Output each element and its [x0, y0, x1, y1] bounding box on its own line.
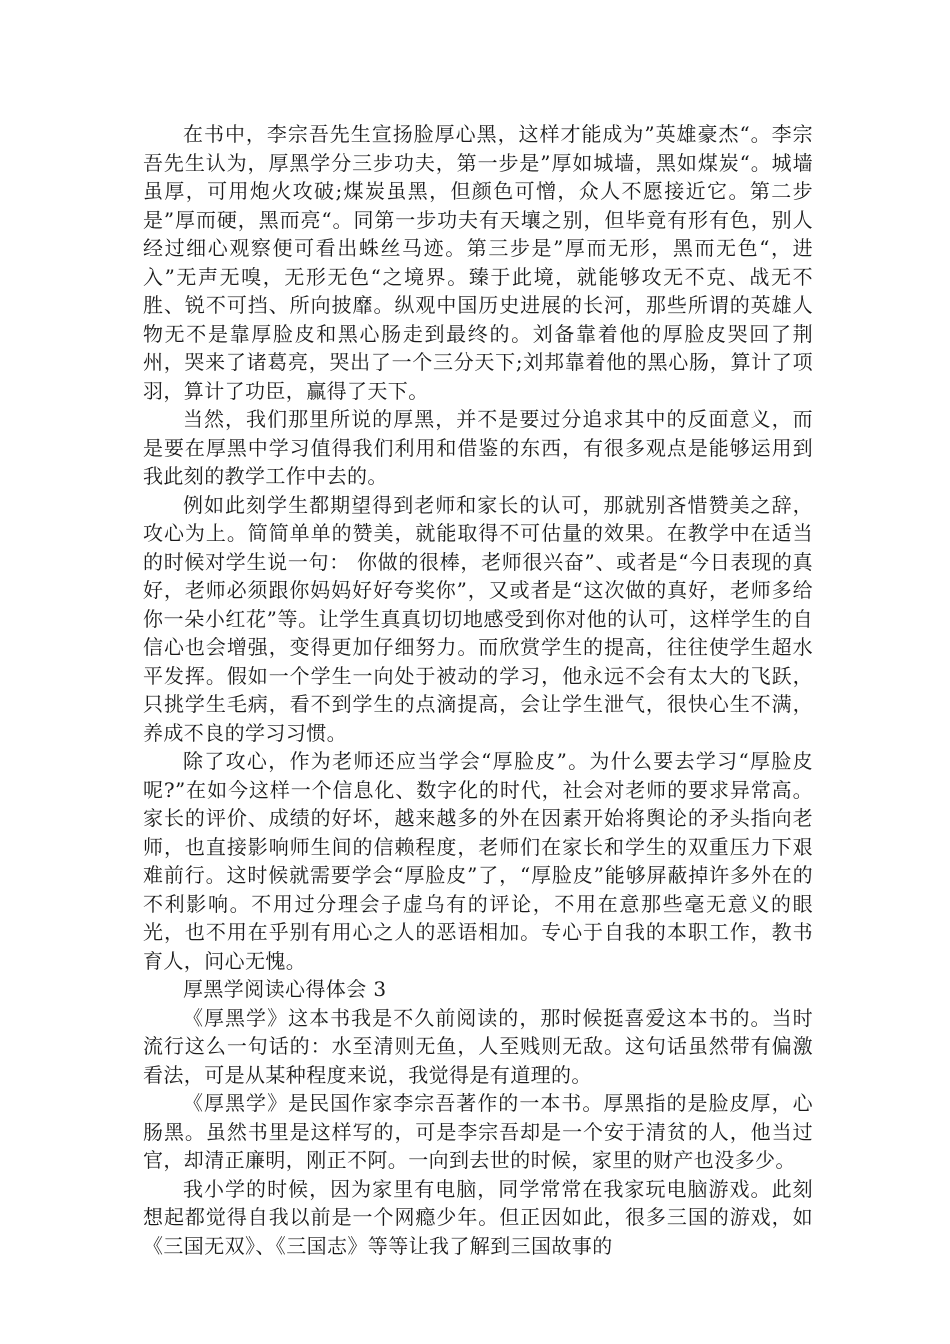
paragraph-6: 《厚黑学》是民国作家李宗吾著作的一本书。厚黑指的是脸皮厚，心肠黑。虽然书里是这样写的，可是李宗吾却是一个安于清贫的人，他当过官，却清正廉明，刚正不阿。一向到去世的时候，家里的财产也没多少。: [143, 1091, 813, 1172]
paragraph-5: 《厚黑学》这本书我是不久前阅读的，那时候挺喜爱这本书的。当时流行这么一句话的：水至清则无鱼，人至贱则无敌。这句话虽然带有偏激看法，可是从某种程度来说，我觉得是有道理的。: [143, 1005, 813, 1087]
document-body: [143, 120, 813, 1260]
paragraph-4: 除了攻心，作为老师还应当学会“厚脸皮”。为什么要去学习“厚脸皮呢?”在如今这样一个信息化、数字化的时代，社会对老师的要求异常高。家长的评价、成绩的好坏，越来越多的外在因素开始将舆论的矛头指向老师，也直接影响师生间的信赖程度，老师们在家长和学生的双重压力下艰难前行。这时候就需要学会“厚脸皮”了，“厚脸皮”能够屏蔽掉许多外在的不利影响。不用过分理会子虚乌有的评论，不用在意那些毫无意义的眼光，也不用在乎别有用心之人的恶语相加。专心于自我的本职工作，教书育人，问心无愧。: [143, 749, 813, 973]
section-title: 厚黑学阅读心得体会 3: [183, 977, 387, 1001]
paragraph-2: 当然，我们那里所说的厚黑，并不是要过分追求其中的反面意义，而是要在厚黑中学习值得我们利用和借鉴的东西，有很多观点是能够运用到我此刻的教学工作中去的。: [143, 407, 813, 488]
paragraph-1: 在书中，李宗吾先生宣扬脸厚心黑，这样才能成为”英雄豪杰“。李宗吾先生认为，厚黑学分三步功夫，第一步是”厚如城墙，黑如煤炭“。城墙虽厚，可用炮火攻破;煤炭虽黑，但颜色可憎，众人不愿接近它。第二步是”厚而硬，黑而亮“。同第一步功夫有天壤之别，但毕竟有形有色，别人经过细心观察便可看出蛛丝马迹。第三步是”厚而无形，黑而无色“，进入”无声无嗅，无形无色“之境界。臻于此境，就能够攻无不克、战无不胜、锐不可挡、所向披靡。纵观中国历史进展的长河，那些所谓的英雄人物无不是靠厚脸皮和黑心肠走到最终的。刘备靠着他的厚脸皮哭回了荆州，哭来了诸葛亮，哭出了一个三分天下;刘邦靠着他的黑心肠，算计了项羽，算计了功臣，赢得了天下。: [143, 122, 813, 403]
paragraph-3: 例如此刻学生都期望得到老师和家长的认可，那就别吝惜赞美之辞，攻心为上。简简单单的赞美，就能取得不可估量的效果。在教学中在适当的时候对学生说一句： 你做的很棒，老师很兴奋”、或者是“今日表现的真好，老师必须跟你妈妈好好夸奖你”，又或者是“这次做的真好，老师多给你一朵小红花”等。让学生真真切切地感受到你对他的认可，这样学生的自信心也会增强，变得更加仔细努力。而欣赏学生的提高，往往使学生超水平发挥。假如一个学生一向处于被动的学习，他永远不会有太大的飞跃，只挑学生毛病，看不到学生的点滴提高，会让学生泄气，很快心生不满，养成不良的学习习惯。: [143, 492, 813, 745]
paragraph-7: 我小学的时候，因为家里有电脑，同学常常在我家玩电脑游戏。此刻想起都觉得自我以前是一个网瘾少年。但正因如此，很多三国的游戏，如《三国无双》、《三国志》等等让我了解到三国故事的: [143, 1176, 813, 1258]
